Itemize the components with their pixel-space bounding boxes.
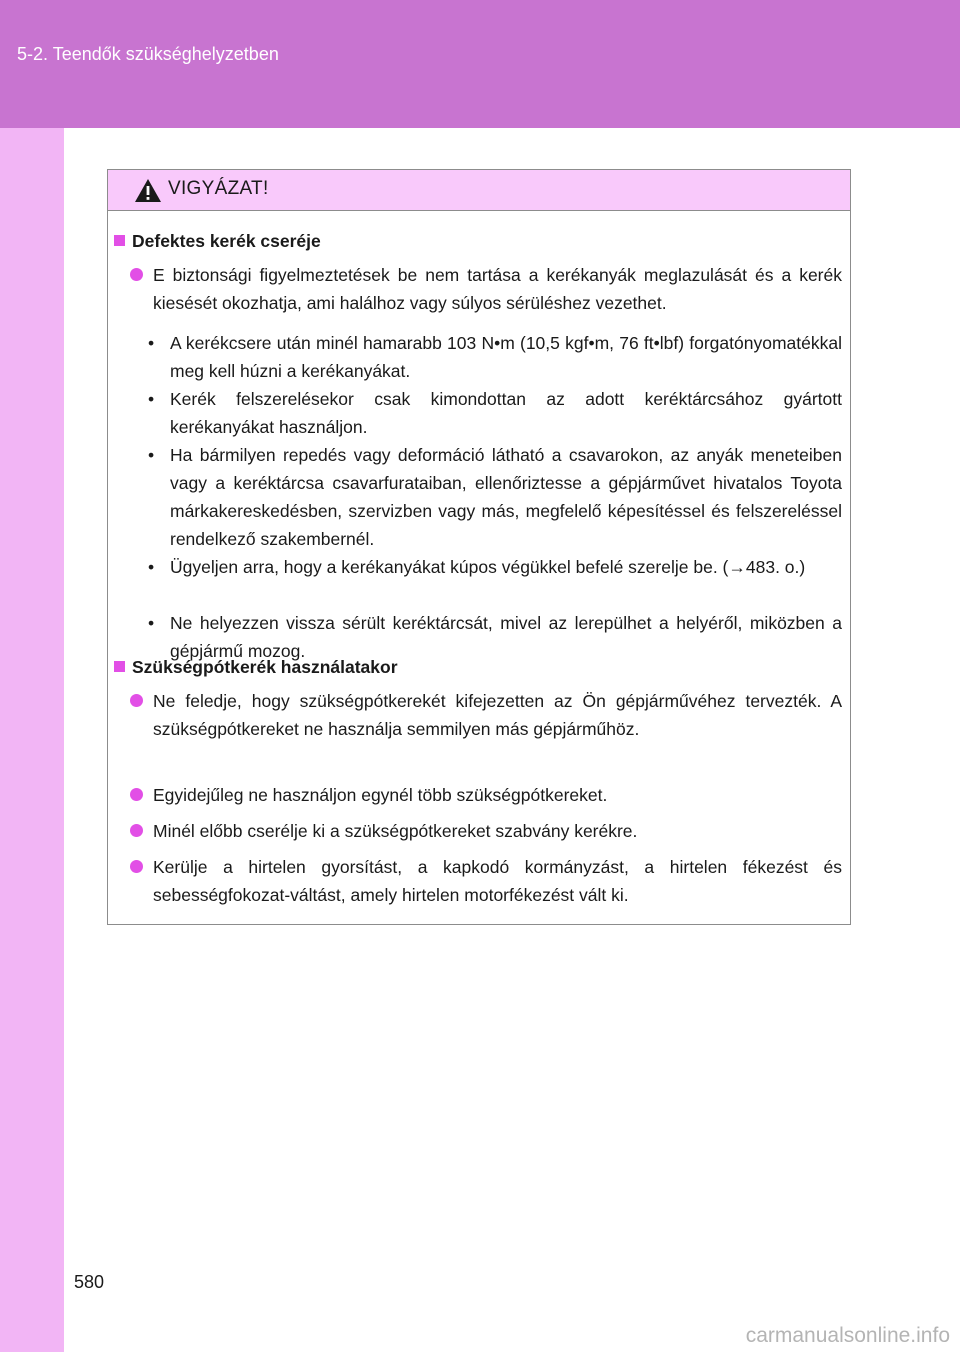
bullet-item: Minél előbb cserélje ki a szükségpótkereket szabvány kerékre. — [130, 817, 842, 845]
bullet-item: Ne feledje, hogy szükségpótkerekét kifejezetten az Ön gépjárművéhez tervezték. A szükségpótkereket ne használja semmilyen más gépjárműhöz. — [130, 687, 842, 743]
caution-header — [108, 170, 850, 211]
square-bullet-icon — [114, 661, 125, 672]
circle-bullet-icon — [130, 268, 143, 281]
warning-triangle-icon — [134, 178, 162, 203]
sub-item: • Kerék felszerelésekor csak kimondottan az adott keréktárcsához gyártott kerékanyákat használjon. — [148, 385, 842, 441]
bullet-item: Egyidejűleg ne használjon egynél több szükségpótkereket. — [130, 781, 842, 809]
circle-bullet-icon — [130, 788, 143, 801]
section-heading-spare-tire: Szükségpótkerék használatakor — [114, 657, 398, 678]
bullet-item: E biztonsági figyelmeztetések be nem tartása a kerékanyák meglazulását és a kerék kiesését okozhatja, ami halálhoz vagy súlyos sérüléshez vezethet. — [130, 261, 842, 317]
caution-box — [107, 169, 851, 925]
caution-title: VIGYÁZAT! — [168, 178, 269, 199]
sub-item: • Ügyeljen arra, hogy a kerékanyákat kúpos végükkel befelé szerelje be. (→483. o.) — [148, 553, 842, 581]
sub-item: • Ne helyezzen vissza sérült keréktárcsát, mivel az lerepülhet a helyéről, miközben a gépjármű mozog. — [148, 609, 842, 665]
circle-bullet-icon — [130, 860, 143, 873]
page-number: 580 — [74, 1272, 105, 1292]
circle-bullet-icon — [130, 694, 143, 707]
dot-marker-icon: • — [148, 557, 155, 577]
bullet-item: Kerülje a hirtelen gyorsítást, a kapkodó kormányzást, a hirtelen fékezést és sebességfokozat-váltást, amely hirtelen motorfékezést vált ki. — [130, 853, 842, 909]
dot-marker-icon: • — [148, 445, 155, 465]
dot-marker-icon: • — [148, 389, 155, 409]
section-title: 5-2. Teendők szükséghelyzetben — [17, 44, 279, 64]
circle-bullet-icon — [130, 824, 143, 837]
side-band — [0, 128, 64, 1352]
dot-marker-icon: • — [148, 613, 155, 633]
sub-item: • A kerékcsere után minél hamarabb 103 N•m (10,5 kgf•m, 76 ft•lbf) forgatónyomatékkal meg kell húzni a kerékanyákat. — [148, 329, 842, 385]
sub-item: • Ha bármilyen repedés vagy deformáció látható a csavarokon, az anyák meneteiben vagy a keréktárcsa csavarfurataiban, ellenőriztesse a gépjárművet hivatalos Toyota márkakereskedésben, szervizben vagy más, megfelelő képesítéssel és felszereléssel rendelkező szakembernél. — [148, 441, 842, 553]
watermark: carmanualsonline.info — [745, 1324, 950, 1347]
section-heading-flat-tire: Defektes kerék cseréje — [114, 231, 321, 252]
dot-marker-icon: • — [148, 333, 155, 353]
square-bullet-icon — [114, 235, 125, 246]
